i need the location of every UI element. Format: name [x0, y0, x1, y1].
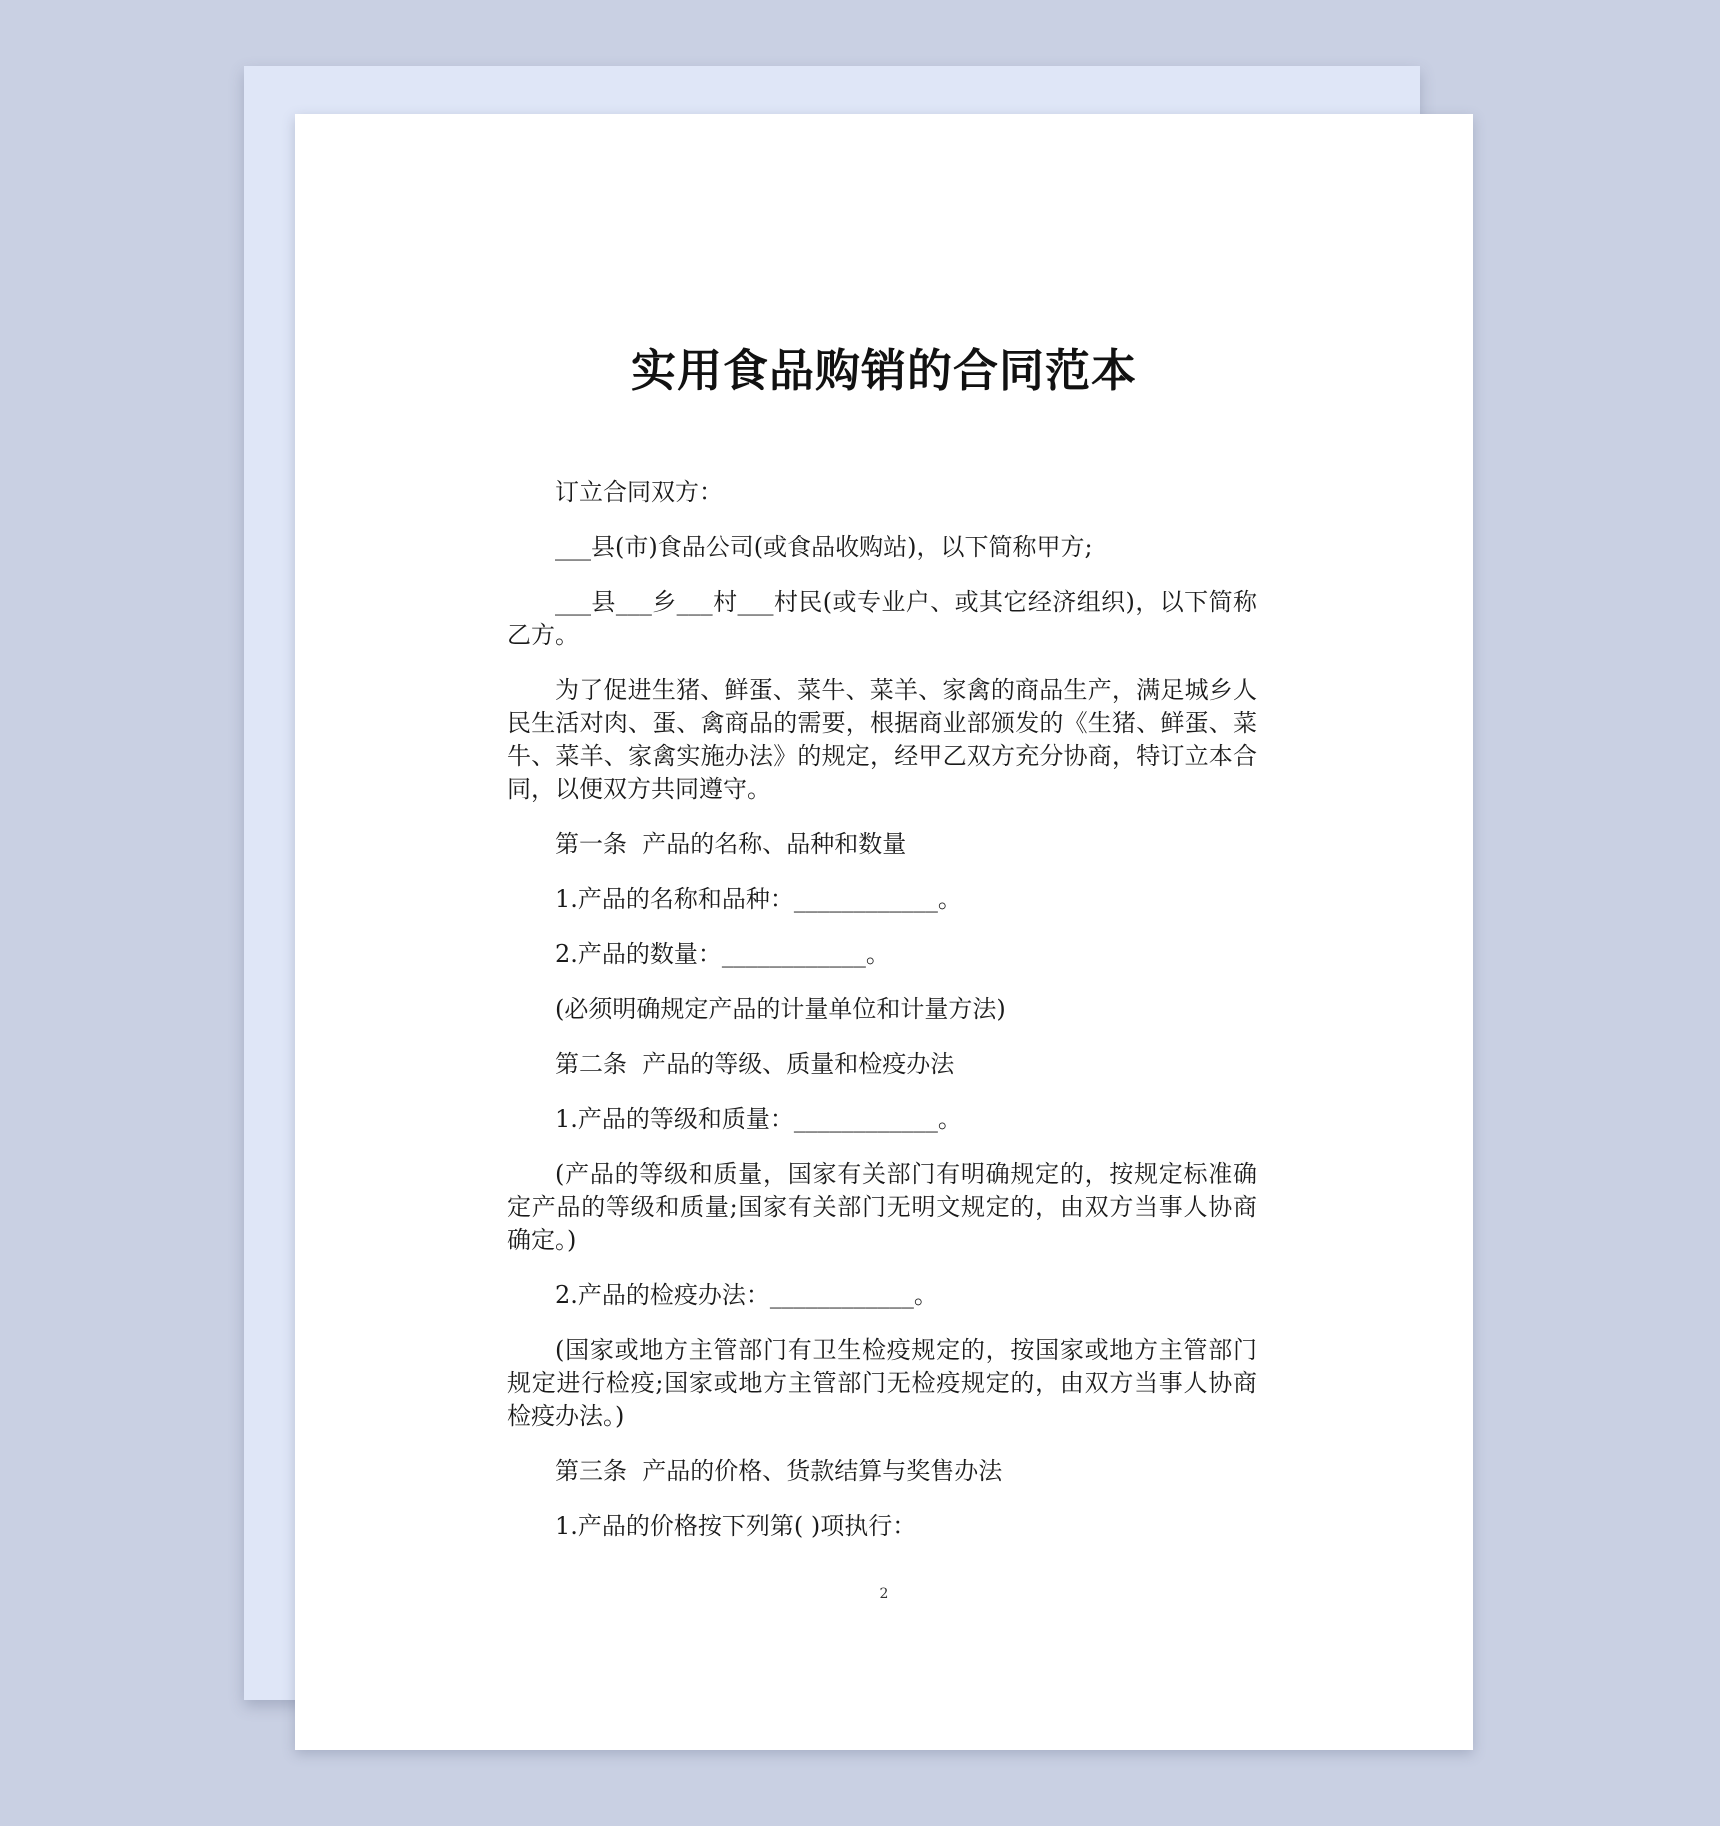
- paragraph-grade-note: (产品的等级和质量，国家有关部门有明确规定的，按规定标准确定产品的等级和质量;国家有关部门无明文规定的，由双方当事人协商确定。): [507, 1160, 1257, 1254]
- page-number: 2: [879, 1586, 889, 1602]
- paragraph-product-name: 1.产品的名称和品种：____________。: [555, 885, 962, 913]
- paragraph-purpose: 为了促进生猪、鲜蛋、菜牛、菜羊、家禽的商品生产，满足城乡人民生活对肉、蛋、禽商品的需要，根据商业部颁发的《生猪、鲜蛋、菜牛、菜羊、家禽实施办法》的规定，经甲乙双方充分协商，特订立本合同，以便双方共同遵守。: [507, 676, 1257, 803]
- paragraph-quarantine-note: (国家或地方主管部门有卫生检疫规定的，按国家或地方主管部门规定进行检疫;国家或地方主管部门无检疫规定的，由双方当事人协商检疫办法。): [507, 1336, 1257, 1430]
- paragraph-party-b: ___县___乡___村___村民(或专业户、或其它经济组织)，以下简称乙方。: [507, 588, 1257, 649]
- article-two-heading: 第二条 产品的等级、质量和检疫办法: [555, 1050, 955, 1078]
- article-three-heading: 第三条 产品的价格、货款结算与奖售办法: [555, 1457, 1003, 1485]
- paragraph-product-grade: 1.产品的等级和质量：____________。: [555, 1105, 962, 1133]
- paragraph-product-quantity: 2.产品的数量：____________。: [555, 940, 890, 968]
- document-page: [295, 114, 1473, 1750]
- document-body: [507, 476, 1257, 1565]
- paragraph-quantity-note: (必须明确规定产品的计量单位和计量方法): [555, 995, 1006, 1023]
- document-title: 实用食品购销的合同范本: [630, 344, 1137, 397]
- paragraph-price: 1.产品的价格按下列第( )项执行：: [555, 1512, 917, 1540]
- paragraph-party-a: ___县(市)食品公司(或食品收购站)，以下简称甲方;: [555, 533, 1093, 561]
- article-one-heading: 第一条 产品的名称、品种和数量: [555, 830, 907, 858]
- paragraph-quarantine: 2.产品的检疫办法：____________。: [555, 1281, 938, 1309]
- paragraph-parties-intro: 订立合同双方：: [555, 478, 723, 506]
